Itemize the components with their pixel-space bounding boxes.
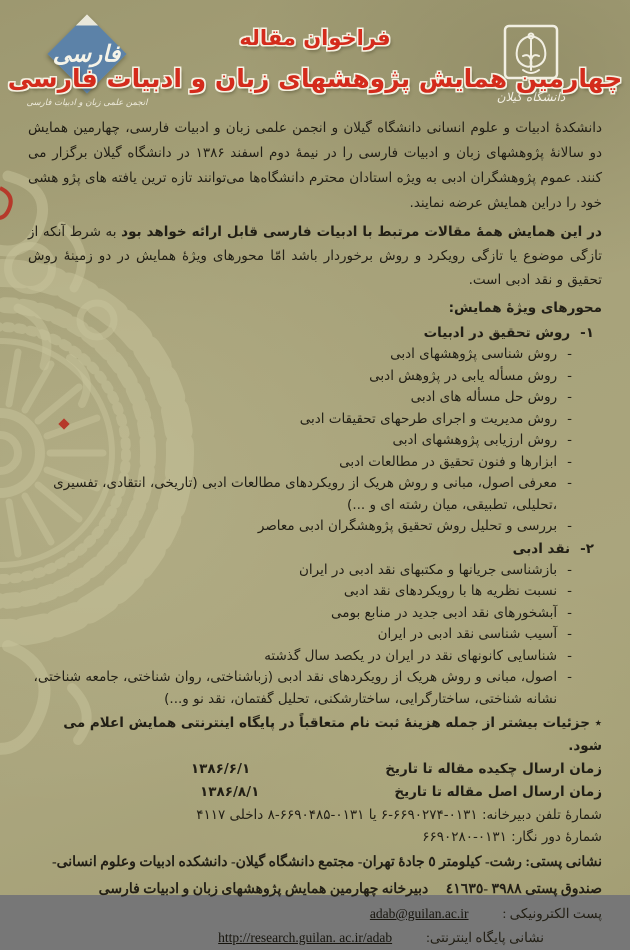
list-item: - نسبت نظریه ها با رویکردهای نقد ادبی: [28, 581, 572, 603]
scope-paragraph-bold: در این همایش همهٔ مقالات مرتبط با ادبیات فارسی قابل ارائه خواهد بود: [121, 224, 602, 240]
list-item: - روش حل مسأله های ادبی: [28, 387, 572, 409]
fullpaper-deadline-label: زمان ارسال اصل مقاله تا تاریخ: [394, 784, 602, 800]
list-item: - شناسایی کانونهای نقد در ایران در یکصد سال گذشته: [28, 646, 572, 668]
website-row: [28, 926, 602, 950]
section-2-items: [28, 560, 602, 711]
list-item: - معرفی اصول، مبانی و روش هریک از رویکردهای مطالعات ادبی (تاریخی، انتقادی، تفسیری ،تحلیلی، تطبیقی، میان رشته ای و ...): [28, 473, 572, 516]
dash-bullet: -: [567, 432, 572, 448]
list-item: - روش مدیریت و اجرای طرحهای تحقیقات ادبی: [28, 409, 572, 431]
registration-note: ٭ جزئیات بیشتر از جمله هزینهٔ ثبت نام متعاقباً در پایگاه اینترنتی همایش اعلام می شود.: [63, 715, 602, 754]
fullpaper-deadline-date: ۱۳۸۶/۸/۱: [200, 784, 260, 800]
section-1-label: روش تحقیق در ادبیات: [423, 325, 571, 341]
dash-bullet: -: [567, 367, 572, 384]
email-label: پست الکترونیکی :: [502, 906, 602, 921]
poster-titles: [0, 26, 630, 93]
website-link[interactable]: http://research.guilan. ac.ir/adab: [218, 930, 393, 945]
list-item: - روش ارزیابی پژوهشهای ادبی: [28, 430, 572, 452]
list-item: - آسیب شناسی نقد ادبی در ایران: [28, 624, 572, 646]
topics-heading: محورهای ویژهٔ همایش:: [448, 300, 602, 316]
dash-bullet: -: [567, 518, 572, 534]
list-item: - ابزارها و فنون تحقیق در مطالعات ادبی: [28, 452, 572, 474]
section-1-title: [28, 322, 602, 344]
dash-bullet: -: [567, 583, 572, 599]
association-caption: انجمن علمی زبان و ادبیات فارسی: [26, 98, 148, 108]
postal-address-line2: صندوق پستی ٣٩٨٨ -٤١٦٣٥ دبیرخانه چهارمین همایش پژوهشهای زبان و ادبیات فارسی: [98, 882, 602, 897]
poster-title: فراخوان مقاله: [239, 26, 391, 50]
abstract-deadline-date: ۱۳۸۶/۶/۱: [190, 761, 251, 777]
poster-subtitle: چهارمین همایش پژوهشهای زبان و ادبیات فارسی: [7, 64, 623, 93]
dash-bullet: -: [567, 410, 572, 427]
section-1-number: ۱-: [580, 325, 594, 341]
postal-address-line1: نشانی پستی: رشت- کیلومتر ٥ جادهٔ تهران- مجتمع دانشگاه گیلان- دانشکده ادبیات وعلوم انسانی-: [51, 855, 602, 870]
section-2-number: ۲-: [580, 540, 594, 557]
phone-line: شمارهٔ تلفن دبیرخانه: ۰۱۳۱-۶۶۹۰۲۷۴-۶ یا ۰۱۳۱-۶۶۹۰۴۸۵-۸ داخلی ۴۱۱۷: [196, 807, 602, 823]
dash-bullet: -: [567, 346, 572, 362]
list-item: - بررسی و تحلیل روش تحقیق پژوهشگران ادبی معاصر: [28, 516, 572, 538]
abstract-deadline-row: [28, 758, 602, 781]
dash-bullet: -: [567, 453, 572, 470]
dash-bullet: -: [567, 389, 572, 405]
fullpaper-deadline-row: [28, 781, 602, 804]
association-emblem-text: فارسی: [53, 40, 121, 68]
section-2-label: نقد ادبی: [512, 540, 571, 557]
list-item: - اصول، مبانی و روش هریک از رویکردهای نقد ادبی (زباشناختی، روان شناختی، جامعه شناختی، نشانه شناختی، ساختارگرایی، ساختارشکنی، تحلیل گفتمان، نقد نو و...): [28, 667, 572, 710]
dash-bullet: -: [567, 604, 572, 621]
dash-bullet: -: [567, 475, 572, 491]
dash-bullet: -: [567, 626, 572, 642]
list-item: - بازشناسی جریانها و مکتبهای نقد ادبی در ایران: [28, 560, 572, 582]
dash-bullet: -: [567, 647, 572, 664]
section-1-items: [28, 344, 602, 538]
list-item: - روش مسأله یابی در پژوهش ادبی: [28, 366, 572, 388]
list-item: - آبشخورهای نقد ادبی جدید در منابع بومی: [28, 603, 572, 625]
email-row: [28, 902, 602, 926]
abstract-deadline-label: زمان ارسال چکیده مقاله تا تاریخ: [385, 761, 602, 777]
poster-body: [28, 116, 602, 950]
dash-bullet: -: [567, 561, 572, 578]
university-caption: دانشگاه گیلان: [496, 90, 566, 104]
intro-paragraph: دانشکدهٔ ادبیات و علوم انسانی دانشگاه گیلان و انجمن علمی زبان و ادبیات فارسی، چهارمین همایش دو سالانهٔ پژوهشهای زبان و ادبیات فارسی را در نیمهٔ دوم اسفند ۱۳۸۶ در دانشگاه گیلان برگزار می کنند. عموم پژوهشگران ادبی به ویژه استادان محترم دانشگاه‌ها می‌توانند تازه ترین یافته های پژو هشی خود را دراین همایش عرضه نمایند.: [28, 120, 602, 211]
scope-paragraph-rest: به شرط آنکه از تازگی موضوع یا تازگی رویکرد و روش برخوردار باشد امّا محورهای ویژهٔ همایش در دو زمینهٔ روش تحقیق و نقد ادبی است.: [28, 224, 602, 288]
website-label: نشانی پایگاه اینترنتی:: [426, 930, 544, 945]
scope-paragraph: [28, 220, 602, 292]
fax-line: شمارهٔ دور نگار: ۰۱۳۱-۶۶۹۰۲۸۰: [422, 829, 602, 845]
section-2-title: [28, 538, 602, 560]
email-link[interactable]: adab@guilan.ac.ir: [369, 906, 469, 921]
list-item: - روش شناسی پژوهشهای ادبی: [28, 344, 572, 366]
dash-bullet: -: [567, 669, 572, 685]
